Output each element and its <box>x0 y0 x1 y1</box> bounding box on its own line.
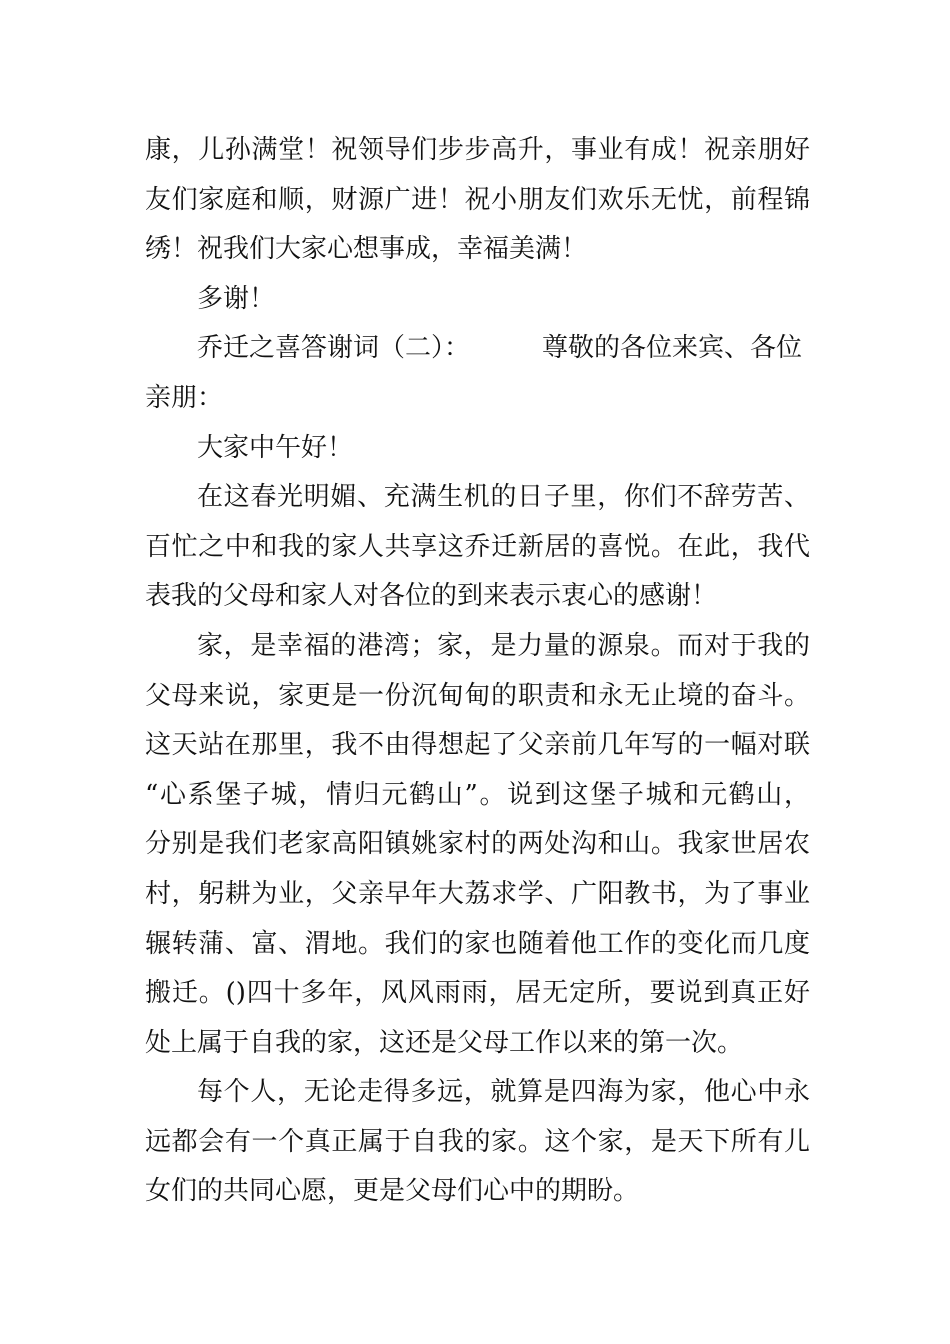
text-line: 友们家庭和顺，财源广进！祝小朋友们欢乐无忧，前程锦 <box>145 184 810 215</box>
paragraph-thanks <box>145 275 810 325</box>
paragraph-welcome <box>145 473 810 622</box>
text-line: 亲朋： <box>145 382 224 413</box>
title-line <box>145 324 810 374</box>
text-line: 处上属于自我的家，这还是父母工作以来的第一次。 <box>145 1027 744 1058</box>
text-line: 搬迁。()四十多年，风风雨雨，居无定所，要说到真正好 <box>145 978 810 1009</box>
text-line: 百忙之中和我的家人共享这乔迁新居的喜悦。在此，我代 <box>145 531 810 562</box>
text-line: 在这春光明媚、充满生机的日子里，你们不辞劳苦、 <box>197 482 810 513</box>
text-line: 辗转蒲、富、渭地。我们的家也随着他工作的变化而几度 <box>145 928 810 959</box>
text-line: 多谢！ <box>197 283 276 314</box>
text-line: 远都会有一个真正属于自我的家。这个家，是天下所有儿 <box>145 1126 810 1157</box>
text-line: 大家中午好！ <box>197 432 354 463</box>
text-line: 这天站在那里，我不由得想起了父亲前几年写的一幅对联 <box>145 730 810 761</box>
salutation-start: 尊敬的各位来宾、各位 <box>542 333 803 364</box>
text-line: 父母来说，家更是一份沉甸甸的职责和永无止境的奋斗。 <box>145 680 810 711</box>
text-line: 康，儿孙满堂！祝领导们步步高升，事业有成！祝亲朋好 <box>145 135 810 165</box>
paragraph-greeting <box>145 424 810 474</box>
text-line: 分别是我们老家高阳镇姚家村的两处沟和山。我家世居农 <box>145 829 810 860</box>
text-line: 表我的父母和家人对各位的到来表示衷心的感谢！ <box>145 581 718 612</box>
text-line: “心系堡子城，情归元鹤山”。说到这堡子城和元鹤山， <box>145 779 810 810</box>
section-title: 乔迁之喜答谢词（二）： <box>197 333 471 364</box>
text-line: 家，是幸福的港湾；家，是力量的源泉。而对于我的 <box>197 630 810 661</box>
text-line: 女们的共同心愿，更是父母们心中的期盼。 <box>145 1176 640 1207</box>
paragraph-blessings <box>145 126 810 275</box>
paragraph-title <box>145 324 810 423</box>
text-line: 每个人，无论走得多远，就算是四海为家，他心中永 <box>197 1077 810 1108</box>
text-line: 绣！祝我们大家心想事成，幸福美满！ <box>145 234 588 265</box>
body-text <box>145 126 810 1217</box>
text-line: 村，躬耕为业，父亲早年大荔求学、广阳教书，为了事业 <box>145 878 810 909</box>
paragraph-home-meaning <box>145 1068 810 1217</box>
paragraph-family-history <box>145 622 810 1068</box>
